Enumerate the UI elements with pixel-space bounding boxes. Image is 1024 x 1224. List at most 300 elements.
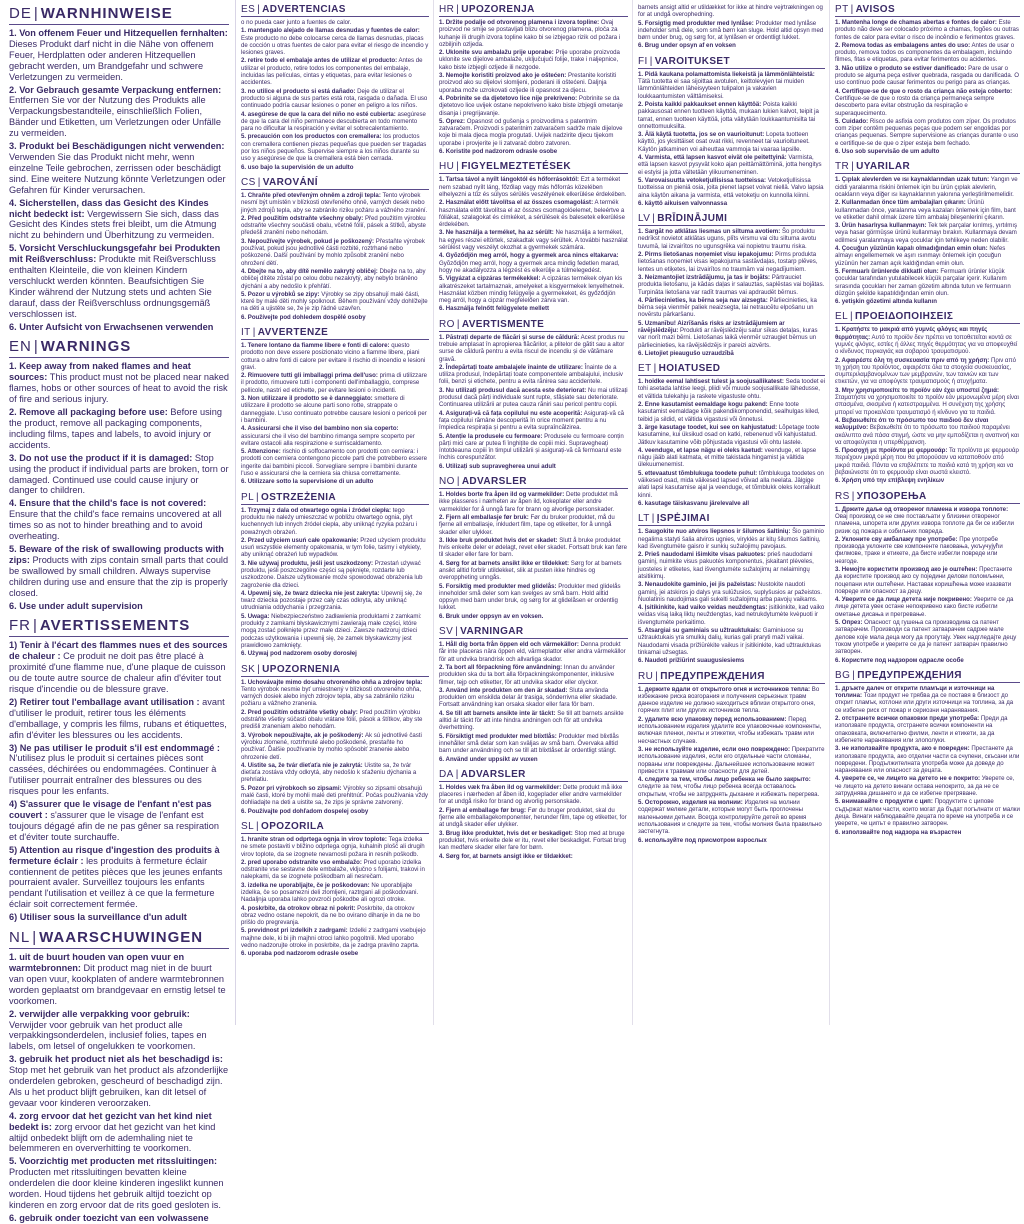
header-divider: | [651,513,655,525]
warning-item [835,685,1020,714]
warning-heading: 2. Poista kaikki pakkaukset ennen käyttöä: [638,100,762,108]
warning-heading: 2. Prieš naudodami išimkite visas pakuotes: [638,551,766,559]
warning-text: Ovaj proizvod ne smije se postavljati blizu otvorenog plamena, ploča za kuhanje ili drugih izvora topline kako bi se izbjegao rizik od požara i ozbiljnih ozljeda. [439,19,621,48]
warning-heading: 4. Sicherstellen, dass das Gesicht des Kindes nicht bedeckt ist: [9,197,209,219]
warning-text: Antes de utilizar el producto, retire todos los componentes del embalaje, incluidas las películas, cintas y etiquetas, para evitar lesiones o accidentes. [241,57,423,87]
warning-text: Dbejte na to, aby obličej dítěte zůstal po celou dobu nezakrytý, aby nebylo bráněno dýchání a aby nedošlo k přehřátí. [241,267,426,290]
warning-text: Αυτό το προϊόν δεν πρέπει να τοποθετείται κοντά σε γυμνές φλόγες, εστίες ή άλλες πηγές θερμότητας για να αποφευχθεί ο κίνδυνος πυρκαγιάς και σοβαρού τραυματισμού. [835,333,1018,356]
section-title: OSTRZEŻENIA [261,491,337,503]
warning-text: A termék használata előtt távolítsa el az összes csomagolóelemet, beleértve a fóliákat, szalagokat és címkéket, a sérülések és balesetek elkerülése érdekében. [439,199,625,229]
section-title: ĮSPĖJIMAI [656,513,710,525]
header-divider: | [851,490,855,502]
header-divider: | [851,161,855,173]
warning-item [638,776,825,798]
warning-text: tego produktu nie należy umieszczać w pobliżu otwartego ognia, płyt kuchennych lub innych źródeł ciepła, aby uniknąć ryzyka pożaru i poważnych obrażeń. [241,506,418,536]
warning-text: Poskrbite, da otrokov obraz vedno ostane nepokrit, da ne bo oviranо dihanje in da ne bo prišlo do pregrevanja. [241,904,420,927]
warning-text: Seda toodet ei tohi asetada lahtise leegi, pliidi või muude soojusallikate lähedusse, et vältida tulekahju ja raskete vigastuste ohtu. [638,378,825,400]
warning-item [9,601,229,612]
warning-item [9,498,229,542]
warning-text: Nustokite naudoti gaminį, jei atskiros jo dalys yra sulūžusios, suplyšusios ar pažeistos. Nuolatinis naudojimas gali sukelti sužalojimų arba pavojų vaikams. [638,581,822,603]
warning-text: Risco de asfixia com produtos com zíper. Os produtos com zíper contêm pequenas peças que podem ser engolidas por crianças pequenas. Sempre supervisione as crianças durante o uso e certifique-se de que o zíper esteja bem fechado. [835,117,1019,147]
warning-item [638,378,825,400]
column-1 [236,0,434,1025]
header-divider: | [455,626,459,638]
warning-heading: 2. Ta bort all förpackning före användning: [439,663,563,671]
section-title: WARNHINWEISE [40,5,173,22]
warning-heading: 6. Use under adult supervision [9,600,143,611]
section-title: BRĪDINĀJUMI [657,213,728,225]
warning-item [9,1156,229,1211]
language-section [9,5,229,332]
warning-heading: 3. ärge kasutage toodet, kui see on kahjustatud: [638,423,778,431]
warning-text: Nefes almayı engellememek ve aşırı ısınmayı önlemek için çocuğun yüzünün her zaman açık kaldığından emin olun. [835,245,1006,267]
warning-item [439,733,628,755]
language-section [835,311,1020,484]
section-header [638,513,825,526]
warning-item [835,657,1020,664]
header-divider: | [33,617,38,635]
warning-heading: 4. zorg ervoor dat het gezicht van het kind niet bedekt is: [9,1110,212,1132]
language-code: EL [835,311,849,323]
section-title: UPOZORNENIA [262,663,341,675]
section-header [638,213,825,226]
warning-heading: 5. Vorsicht Verschluckungsgefahr bei Produkten mit Reißverschluss: [9,243,221,265]
warning-heading: 6. käyttö aikuisen valvonnassa [638,199,728,207]
warning-item [9,407,229,451]
warning-item [835,506,1020,535]
warning-text: Produkter med blixtlås innehåller små delar som kan sväljas av små barn. Övervaka alltid barn under användning och se till att blixtlåset är ordentligt stängt. [439,732,619,755]
warning-text: N'utilisez plus le produit si certaines pièces sont cassées, déchirées ou endommagées. Continuer à l'utiliser pourrait entraîner des blessures ou des risques pour les enfants. [9,753,217,797]
warning-heading: 2. Vor Gebrauch gesamte Verpackung entfernen: [9,84,222,95]
warning-item [241,537,429,559]
warning-text: Продуктите с ципове съдържат малки части, които могат да бъдат погълнати от малки деца. Винаги наблюдавайте децата по време на употреба и се уверете, че ципът е правилно затворен. [835,798,1020,828]
warning-item [439,613,628,620]
continued-text [241,19,429,26]
warning-item [439,148,628,155]
warning-item [638,447,825,469]
warning-heading: 6. използвайте под надзора на възрастен [835,828,962,836]
warning-heading: 5. Fermuarlı ürünlerde dikkatli olun: [835,267,939,275]
warning-item [835,199,1020,221]
warning-item [638,200,825,207]
language-code: PL [241,491,255,503]
warning-heading: 2. Îndepărtați toate ambalajele înainte de utilizare: [439,363,583,371]
warning-text: Σταματήστε να χρησιμοποιείτε το προϊόν εάν μεμονωμένα μέρη είναι σπασμένα, σκισμένα ή κατεστραμμένα. Η συνέχιση της χρήσης μπορεί να προκαλέσει τραυματισμό ή κίνδυνο για τα παιδιά. [835,394,1019,416]
warning-item [241,395,429,424]
warning-item [241,342,429,371]
warning-item [638,716,825,745]
warning-item [638,627,825,656]
warning-item [9,952,229,1007]
warning-heading: 5. Pozor pri výrobkoch so zipsami: [241,784,342,792]
section-title: ADVARSLER [460,768,526,780]
section-header [439,161,628,174]
warning-text: Certifique-se de que o rosto da criança permaneça sempre descoberto para evitar obstrução da respiração e superaquecimento. [835,94,995,117]
warning-heading: 4. Se till att barnets ansikte inte är täckt: [439,709,556,717]
section-header [638,671,825,684]
language-code: EN [9,338,32,356]
warning-text: Изделия на молнии содержат мелкие детали, которые могут быть проглочены маленькими детьми. Всегда контролируйте детей во время использования и следите за тем, чтобы молния была правильно застегнута. [638,799,822,836]
warning-text: This product must not be placed near naked flames, hobs or other sources of heat to avoid the risk of fire and serious injury. [9,372,229,405]
warning-heading: 3. Nu utilizați produsul dacă acesta este deteriorat: [439,386,587,394]
warning-heading: 2. Rimuovere tutti gli imballaggi prima dell'uso: [241,372,378,380]
warning-heading: 4. Sørg for, at barnets ansigt ikke er tildækket: [439,852,573,860]
warning-heading: 1. hoidke eemal lahtisest tulest ja soojusallikatest: [638,378,784,386]
warning-item [439,756,628,763]
header-divider: | [655,670,659,682]
warning-heading: 5. Atenție la produsele cu fermoare: [439,432,543,440]
warning-item [9,1054,229,1109]
warning-heading: 3. izdelka ne uporabljajte, če je poškodovan: [241,881,370,889]
warning-text: prima di utilizzare il prodotto, rimuovere tutti i componenti dell'imballaggio, comprese pellicole, nastri ed etichette, per evitare lesioni o incidenti. [241,372,428,394]
warning-text: Verwijder voor gebruik van het product alle verpakkingsonderdelen, inclusief folies, tapes en labels, om letsel of ongelukken te voorkomen. [9,1019,207,1052]
warning-item [439,641,628,663]
section-title: VARNINGAR [460,626,524,638]
warning-item [9,28,229,83]
warning-heading: 2. Уклоните сву амбалажу пре употребе: [835,535,958,543]
warning-item [835,536,1020,565]
warning-heading: 2. Fjern all emballasje før bruk: [439,513,529,521]
warning-item [439,784,628,806]
warning-heading: 5. Attenzione: [241,448,281,456]
warning-heading: 6. Utilizați sub supravegherea unui adult [439,462,556,470]
warning-heading: 6. Unter Aufsicht von Erwachsenen verwenden [9,321,214,332]
language-code: CS [241,176,256,188]
warning-text: Výrobky se zipy obsahují malé části, které by malé děti mohly spolknout. Během používání vždy dohlížejte na děti a ujistěte se, že je zip řádně uzavřen. [241,290,428,313]
section-title: ПРЕДУПРЕЖДЕНИЯ [660,670,765,682]
warning-heading: 5. Uwaga: [241,612,270,620]
section-header [439,4,628,17]
section-header [439,319,628,332]
header-divider: | [455,768,459,780]
warning-item [835,19,1020,41]
warning-item [835,357,1020,386]
section-title: WARNINGS [40,338,132,356]
warning-text: Før du bruger produktet, skal du fjerne alle emballagekomponenter, herunder film, tape og etiketter, for at undgå skader eller ulykker. [439,806,627,829]
warning-heading: 1. Păstrați departe de flăcări și surse de căldură: [439,333,580,341]
warning-text: s'assurer que le visage de l'enfant est toujours dégagé afin de ne pas gêner sa respiration et d'éviter toute surchauffe. [9,810,219,842]
warning-text: rischio di soffocamento con prodotti con cerniera: i prodotti con cerniera contengono piccole parti che potrebbero essere ingerite dai bambini piccoli. Sorvegliare sempre i bambini durante l'uso e assicurarsi che la cerniera sia chiusa correttamente. [241,448,427,478]
warning-item [638,528,825,550]
warning-heading: 1. Držite podalje od otvorenog plamena i izvora topline: [439,19,600,26]
warning-item [835,148,1020,155]
warning-heading: 6. Lietojiet pieaugušo uzraudzībā [638,349,734,357]
warning-text: Šio gaminio negalima statyti šalia atviros ugnies, viryklės ar kitų šilumos šaltinių, kad išvengtumėte gaisro ir sunkių sužalojimų pavojaus. [638,528,824,550]
header-divider: | [852,669,856,681]
warning-heading: 6. Používejte pod dohledem dospělé osoby [241,313,366,321]
warning-text: Ne használja a terméket, ha egyes részei eltörtek, szakadtak vagy sérültek. A további használat sérülést vagy veszélyt okozhat a gyermekek számára. [439,229,628,252]
warning-item [241,372,429,394]
warning-heading: 6. Bruk under oppsyn av en voksen. [439,612,544,620]
warning-item [638,746,825,775]
section-title: AVVERTENZE [257,326,329,338]
warning-item [835,745,1020,774]
warning-heading: 4. Uistite sa, že tvár dieťaťa nie je zakrytá: [241,761,363,769]
warning-heading: 6. Brug under opsyn af en voksen [638,42,736,50]
warning-heading: 4. Asigurați-vă că fața copilului nu este acoperită: [439,409,583,417]
warning-heading: 5. Försiktigt med produkter med blixtlås: [439,732,557,740]
warning-item [638,297,825,319]
warning-text: Pirms produkta lietošanas noņemiet visas iepakojuma sastāvdaļas, tostarp plēves, lentes un etiķetes, lai izvairītos no traumām vai negadījumiem. [638,251,818,273]
warning-text: Produsele cu fermoare conțin părți mici care ar putea fi înghițite de copiii mici. Supravegheați întotdeauna copiii în timpul utilizării și asigurați-vă că fermoarul este închis corespunzător. [439,432,624,462]
warning-item [439,583,628,612]
warning-item [9,743,229,798]
warning-text: Stop med at bruge produktet, hvis enkelte dele er itu, revet eller beskadiget. Fortsat brug kan medføre skader eller fare for børn. [439,829,626,852]
warning-text: Stop using the product if individual parts are broken, torn or damaged. Continued use could cause injury or danger to children. [9,452,229,496]
warning-heading: 3. Nepoužívejte výrobek, pokud je poškozený: [241,237,375,245]
warning-text: Πριν από τη χρήση του προϊόντος, αφαιρέστε όλα τα στοιχεία συσκευασίας, συμπεριλαμβανομένων των μεμβρανών, των ταινιών και των ετικετών, για να αποφύγετε τραυματισμούς ή ατυχήματα. [835,356,1017,386]
warning-item [439,176,628,198]
warning-heading: 6. kasutage täiskasvanu järelevalve all [638,499,750,507]
warning-heading: 6. gebruik onder toezicht van een volwassene [9,1212,209,1223]
warning-heading: 5. Voorzichtig met producten met ritssluitingen: [9,1156,218,1167]
language-section [439,161,628,312]
warning-text: Tento výrobok nesmie byť umiestnený v blízkosti otvoreného ohňa, varných dosiek alebo iných zdrojov tepla, aby sa zabránilo riziku požiaru a vážneho zranenia. [241,685,422,708]
header-divider: | [649,55,653,67]
language-code: SL [241,820,255,832]
warning-item [638,551,825,580]
warning-heading: 1. Mantenha longe de chamas abertas e fontes de calor: [835,19,997,26]
warning-item [241,448,429,477]
section-header [9,5,229,25]
warning-text: Pare de usar o produto se alguma peça estiver quebrada, rasgada ou danificada. O uso contínuo pode causar ferimentos ou perigo para as crianças. [835,64,1019,87]
warning-heading: 5. Cuidado: [835,117,869,125]
header-divider: | [456,476,460,488]
header-divider: | [850,4,854,15]
warning-heading: 6. Használja felnőtt felügyelete mellett [439,305,550,313]
warning-item [835,176,1020,198]
language-section [241,492,429,658]
warning-text: Verwenden Sie das Produkt nicht mehr, wenn einzelne Teile gebrochen, zerrissen oder beschädigt sind. Eine weitere Nutzung könnte Verletzungen oder Gefahren für Kinder verursachen. [9,151,226,195]
warning-heading: 4. Pobrinite se da djetetovo lice nije prekriveno: [439,94,578,102]
warning-item [439,199,628,228]
column-2 [434,0,633,1025]
warning-text: Τα προϊόντα με φερμουάρ περιέχουν μικρά μέρη που θα μπορούσαν να καταποθούν από μικρά παιδιά. Πάντα να επιβλέπετε τα παιδιά κατά τη χρήση και να βεβαιώνεστε ότι το φερμουάρ είναι σωστά κλειστό. [835,447,1019,477]
language-section [9,617,229,923]
section-header [241,4,429,17]
warning-heading: 6) Utiliser sous la surveillance d'un adult [9,912,187,923]
warning-item [241,808,429,815]
warning-text: zorg ervoor dat het gezicht van het kind altijd onbedekt blijft om de ademhaling niet te belemmeren en oververhitting te voorkomen. [9,1121,216,1154]
language-section [9,338,229,611]
warning-text: Овај производ се не сме постављати у близини отвореног пламена, шпорета или других извора топлоте да би се избегли ризик од пожара и озбиљних повреда. [835,512,1014,535]
warning-text: Tento výrobek nesmí být umístěn v blízkosti otevřeného ohně, varných desek nebo jiných zdrojů tepla, aby se zabránilo riziku požáru a vážného zranění. [241,191,428,214]
warning-item [439,118,628,147]
warning-text: Stop met het gebruik van het product als afzonderlijke onderdelen gebroken, gescheurd of beschadigd zijn. Als u het product blijft gebruiken, kan dit letsel of gevaar voor kinderen veroorzaken. [9,1065,229,1108]
warning-heading: 1. hranite stran od odprtega ognja in virov toplote: [241,835,387,843]
warning-heading: 2. Remova todas as embalagens antes do uso: [835,41,971,49]
warning-heading: 6. uporaba pod nadzorom odrasle osebe [241,950,359,958]
warning-text: Før du bruker produktet, må du fjerne all emballasje, inkludert film, tape og etiketter, for å unngå skader eller ulykker. [439,513,615,536]
warning-item [439,72,628,94]
header-divider: | [257,663,261,675]
warning-heading: 2. Przed użyciem usuń całe opakowanie: [241,536,359,544]
warning-item [241,650,429,657]
language-code: LV [638,213,651,225]
section-title: ADVARSLER [461,476,527,488]
warning-text: Asigurați-vă că fața copilului rămâne descoperită în orice moment pentru a nu împiedica respirația și pentru a evita supraîncălzirea. [439,409,625,432]
warning-item [9,322,229,333]
warning-item [439,410,628,432]
header-divider: | [32,929,38,947]
warning-text: Dette produkt må ikke placeres i nærheden af åben ild, kogeplader eller andre varmekilder for at undgå risiko for brand og alvorlig personskade. [439,783,623,806]
warning-item [638,20,825,42]
warning-heading: 2. Před použitím odstraňte všechny obaly: [241,214,364,222]
warning-item [241,905,429,927]
warning-heading: 5. Опрез: [835,619,863,627]
warning-heading: 1. Holdes væk fra åben ild og varmekilder: [439,783,562,791]
warning-heading: 4. Çocuğun yüzünün kapalı olmadığından emin olun: [835,245,988,253]
warning-text: Dieses Produkt darf nicht in die Nähe von offenem Feuer, Herdplatten oder anderen Hitzequellen gebracht werden, um Brandgefahr und schwere Verletzungen zu vermeiden. [9,38,214,82]
warning-heading: 6. Koristite pod nadzorom odrasle osobe [439,148,558,156]
warning-heading: 2. Pirms lietošanas noņemiet visu iepakojumu: [638,251,774,259]
language-section [638,56,825,207]
warning-text: assicurarsi che il viso del bambino rimanga sempre scoperto per evitare ostacoli alla respirazione e surriscaldamento. [241,432,415,447]
warning-text: les produits à fermeture éclair contiennent de petites pièces que les jeunes enfants pourraient avaler. Surveillez toujours les enfants pendant l'utilisation et veillez à ce que la fermeture éclair soit correctement fermée. [9,855,223,910]
language-section [439,319,628,470]
warning-item [241,836,429,858]
warning-item [638,470,825,499]
language-section [241,327,429,486]
warning-text: Niebezpieczeństwo zadławienia produktami z zamkami: produkty z zamkami błyskawicznymi zawierają małe części, które mogą zostać połknięte przez małe dzieci. Zawsze nadzoruj dzieci podczas użytkowania i upewnij się, że zamek błyskawiczny jest prawidłowo zamknięty. [241,612,422,649]
warning-heading: 6. Uso sob supervisão de um adulto [835,148,940,156]
language-code: BG [835,669,851,681]
warning-text: Producten met ritssluitingen bevatten kleine onderdelen die door kleine kinderen ingeslikt kunnen worden. Houd tijdens het gebruik altijd toezicht op kinderen en zorg ervoor dat de rits goed gesloten is. [9,1167,224,1210]
warning-item [241,88,429,110]
warning-text: Este produto não deve ser colocado próximo a chamas, fogões ou outras fontes de calor para evitar o risco de incêndio e ferimentos graves. [835,19,1019,41]
warning-text: Ne uporabljajte izdelka, če so posamezni deli zlomljeni, raztrgani ali poškodovani. Nadaljnja uporaba lahko povzroči poškodbe ali ogrozi otroke. [241,881,419,904]
warning-text: следите за тем, чтобы лицо ребенка всегда оставалось открытым, чтобы не затруднять дыхание и избежать перегрева. [638,783,820,798]
warning-heading: 5) Attention au risque d'ingestion des produits à fermeture éclair : [9,844,220,866]
section-header [835,670,1020,683]
header-divider: | [456,161,460,173]
warning-heading: 4. Sørg for at barnets ansikt ikke er tildekket: [439,559,570,567]
warning-heading: 2. Enne kasutamist eemaldage kogu pakend: [638,401,768,409]
warning-heading: 4. Βεβαιωθείτε ότι το πρόσωπο του παιδιού δεν είναι καλυμμένο: [835,416,989,432]
language-code: HR [439,4,455,15]
warning-item [9,361,229,405]
warning-heading: 3. Μην χρησιμοποιείτε το προϊόν εάν έχει υποστεί ζημιά: [835,386,999,394]
warning-text: avant d'utiliser le produit, retirer tous les éléments d'emballage, y compris les films, rubans et étiquettes, afin d'éviter les blessures ou les accidents. [9,696,227,740]
warning-item [638,228,825,250]
warning-heading: 4) S'assurer que le visage de l'enfant n'est pas couvert : [9,799,212,820]
warning-item [241,859,429,881]
warning-text: Този продукт не трябва да се поставя в близост до открит пламък, котлони или други източници на топлина, за да се избегне риск от пожар и сериозни наранявания. [835,692,1014,714]
warning-heading: 6. uso bajo la supervisión de un adulto [241,163,354,171]
header-divider: | [33,5,39,22]
warning-heading: 6. Utilizzare sotto la supervisione di un adulto [241,478,374,486]
warning-text: Produkter med glidelås inneholder små deler som kan svelges av små barn. Hold alltid oppsyn med barn under bruk, og sørg for at glidelåsen er ordentlig lukket. [439,582,621,612]
section-title: ΠΡΟΕΙΔΟΠΟΙΗΣΕΙΣ [855,311,954,323]
section-title: HOIATUSED [658,363,721,375]
warning-item [241,762,429,784]
section-title: УПОЗОРЕЊА [856,490,927,502]
warning-heading: 2. Αφαιρέστε όλη τη συσκευασία πριν από τη χρήση: [835,356,990,364]
warning-item [241,133,429,162]
warning-heading: 1. дръжте далеч от открити пламъци и източници на топлина: [835,684,995,700]
warning-text: Пре употребе производа уклоните све компоненте паковања, укључујући филмове, траке и етикете, да бисте избегли повреде или незгоде. [835,535,1003,565]
warning-heading: 2. Uklonite svu ambalažu prije uporabe: [439,49,554,57]
language-code: FI [638,55,648,67]
language-code: SV [439,626,454,638]
warning-text: Poista kaikki pakkausosat ennen tuotteen käyttöä, mukaan lukien kalvot, teipit ja tarrat, ennen tuotteen käyttöä, jotta vältytään loukkaantumisilta tai onnettomuuksilta. [638,100,819,130]
language-code: ET [638,363,652,375]
warning-heading: 3. Ürün hasarlıysa kullanmayın: [835,222,927,230]
warning-item [638,657,825,664]
warning-heading: 5. Forsigtig med produkter med lynlåse: [638,19,754,27]
warning-heading: 2. Kullanmadan önce tüm ambalajları çıkarın: [835,199,966,207]
warning-heading: 1. Pidä kaukana polamattomista liekeistä ja lämmönlähteistä: [638,70,815,78]
warning-item [638,350,825,357]
header-divider: | [257,4,261,15]
warning-text: Vetoketjullisissa tuotteissa on pieniä osia, joita pienet lapset voivat niellä. Valvo lapsia aina käytön aikana ja varmista, että vetoketju on kunnolla kiinni. [638,176,824,199]
warning-item [241,732,429,761]
warning-item [835,619,1020,655]
warning-text: Innan du använder produkten ska du ta bort alla förpackningskomponenter, inklusive filmer, tejp och etiketter, för att undvika skador eller olyckor. [439,663,615,686]
warning-item [439,687,628,709]
warning-text: įsitikinkite, kad vaiko veidas visą laiką liktų neuždengtas, kad netrukdytumėte kvėpuoti ir išvengtumėte perkaitimo. [638,604,825,626]
warning-heading: 4. Assicurarsi che il viso del bambino non sia coperto: [241,425,399,433]
warning-heading: 2. отстранете всички опаковки преди употреба: [835,715,980,723]
warning-heading: 1. Trzymaj z dala od otwartego ognia i źródeł ciepła: [241,506,392,514]
warning-heading: 4. уверете се, че лицето на детето не е покрито: [835,775,981,783]
section-title: AVERTISMENTE [461,318,545,330]
warning-item [835,477,1020,484]
language-code: RU [638,670,654,682]
warning-item [638,799,825,835]
warning-text: Sluta använda produkten om enskilda delar är trasiga, sönderrivna eller skadade. Fortsatt användning kan orsaka skador eller fara för barn. [439,686,618,709]
continued-text-body: o no pueda caer junto a fuentes de calor. [241,19,352,26]
warning-item [241,111,429,133]
warning-heading: 3. Não utilize o produto se estiver danificado: [835,64,967,72]
warning-text: Pārliecinieties, ka bērna seja vienmēr paliek neaizsegta, lai netraucētu elpošanu un novērstu pārkaršanu. [638,296,817,319]
language-code: ES [241,4,256,15]
warning-heading: 1. держите вдали от открытого огня и источников тепла: [638,685,811,693]
warning-heading: 5. previdnost pri izdelkih z zadrgami: [241,927,348,935]
language-code: NL [9,929,31,947]
warning-item [835,326,1020,355]
warning-item [439,19,628,48]
warning-heading: 2. Remove all packaging before use: [9,407,168,418]
warning-text: A cipzáras termékek olyan kis alkatrészeket tartalmaznak, amelyeket a kisgyermekek lenyelhetnek. Használat közben mindig felügyelje a gyermekeket, és győződjön meg arról, hogy a cipzár megfelelően zárva van. [439,275,625,305]
warning-text: Šo produktu nedrīkst novietot atklātas uguns, plīts virsmu vai citu siltuma avotu tuvumā, lai izvairītos no ugunsgrēka vai nopietnu traumu riska. [638,228,817,250]
warning-text: Престаните да користите производ ако су поједини делови поломљени, поцепани или оштећени. Наставак коришћења може изазвати повреде или опасност за децу. [835,566,1013,595]
left-panel [0,0,236,1223]
header-divider: | [33,338,39,356]
language-code: RS [835,490,850,502]
warning-text: Pārtrauciet produkta lietošanu, ja kādas daļas ir salauztas, saplēstas vai bojātas. Turpināta lietošana var radīt traumas vai apdraudēt bērnus. [638,273,825,296]
language-section [241,664,429,815]
warning-heading: 1. Saugokite nuo atviros liepsnos ir šilumos šaltinių: [638,528,791,536]
language-code: FR [9,617,31,635]
warning-item [638,837,825,844]
warning-item [241,709,429,731]
warning-item [835,596,1020,618]
warning-heading: 6. Naudoti prižiūrint suaugusiesiems [638,657,745,665]
warning-heading: 3. Produkt bei Beschädigungen nicht verwenden: [9,141,225,152]
warning-text: Dette produktet må ikke plasseres i nærheten av åpen ild, kokeplater eller andre varmekilder for å unngå fare for brann og alvorlige personskader. [439,491,618,513]
warning-text: Entfernen Sie vor der Nutzung des Produkts alle Verpackungsbestandteile, einschließlich Folien, Bänder und Etiketten, um Verletzungen oder Unfälle zu vermeiden. [9,95,221,139]
warning-heading: 2. pred uporabo odstranite vso embalažo: [241,858,362,866]
warning-heading: 4. Ensure that the child's face is not covered: [9,498,207,509]
section-title: FIGYELMEZTETÉSEK [461,161,571,173]
warning-heading: 5. precaución con los productos con cremallera: [241,133,382,141]
warning-text: Pobrinite se da djetetovo lice uvijek ostane nepokriveno kako biste izbjegli ometanje disanja i pregrijavanje. [439,94,623,117]
header-divider: | [256,820,260,832]
warning-heading: 6. Använd under uppsikt av vuxen [439,755,538,763]
warning-text: Přestaňte výrobek používat, pokud jsou jednotlivé části rozbité, roztrhané nebo poškozené. Další používání by mohlo způsobit zranění nebo ohrožení dětí. [241,237,425,267]
warning-text: Tätä tuotetta ei saa sijoittaa avotulen, keittolevyjen tai muiden lämmönlähteiden läheisyyteen tulipalon ja vakavien loukkaantumisten välttämiseksi. [638,78,804,100]
